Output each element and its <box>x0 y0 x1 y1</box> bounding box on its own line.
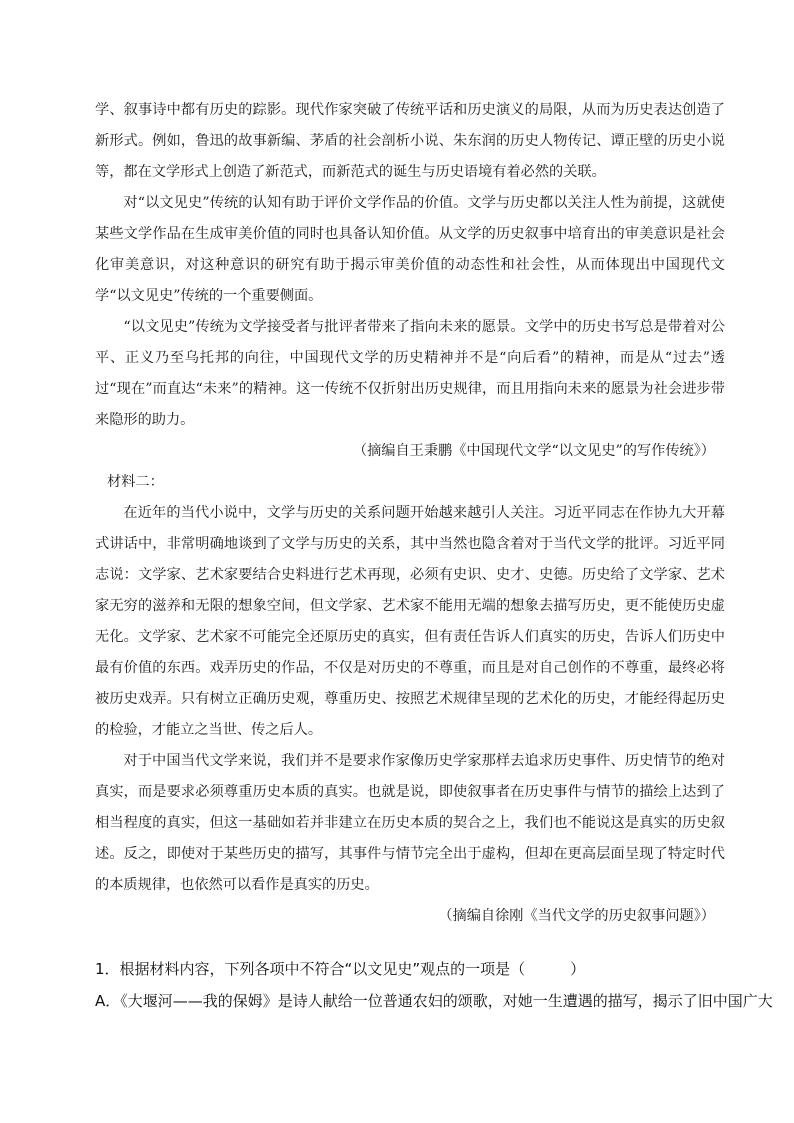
question-section <box>95 953 773 1017</box>
material2-paragraph-2: 对于中国当代文学来说，我们并不是要求作家像历史学家那样去追求历史事件、历史情节的绝对真实，而是要求必须尊重历史本质的真实。也就是说，即使叙事者在历史事件与情节的描绘上达到了相当程度的真实，但这一基础如若并非建立在历史本质的契合之上，我们也不能说这是真实的历史叙述。反之，即使对于某些历史的描写，其事件与情节完全出于虚构，但却在更高层面呈现了特定时代的本质规律，也依然可以看作是真实的历史。 <box>95 753 725 893</box>
material1-paragraph-3: “以文见史”传统为文学接受者与批评者带来了指向未来的愿景。文学中的历史书写总是带着对公平、正义乃至乌托邦的向往，中国现代文学的历史精神并不是“向后看”的精神，而是从“过去”透过“现在”而直达“未来”的精神。这一传统不仅折射出历史规律，而且用指向未来的愿景为社会进步带来隐形的助力。 <box>95 319 725 428</box>
material2-source-citation: （摘编自徐刚《当代文学的历史叙事问题》） <box>438 908 715 924</box>
material2-label: 材料二： <box>107 474 164 490</box>
material1-paragraph-2: 对“以文见史”传统的认知有助于评价文学作品的价值。文学与历史都以关注人性为前提，这就使某些文学作品在生成审美价值的同时也具备认知价值。从文学的历史叙事中培育出的审美意识是社会化审美意识，对这种意识的研究有助于揭示审美价值的动态性和社会性，从而体现出中国现代文学“以文见史”传统的一个重要侧面。 <box>95 195 725 304</box>
material2-paragraph-1: 在近年的当代小说中，文学与历史的关系问题开始越来越引人关注。习近平同志在作协九大开幕式讲话中，非常明确地谈到了文学与历史的关系，其中当然也隐含着对于当代文学的批评。习近平同志说：文学家、艺术家要结合史料进行艺术再现，必须有史识、史才、史德。历史给了文学家、艺术家无穷的滋养和无限的想象空间，但文学家、艺术家不能用无端的想象去描写历史，更不能使历史虚无化。文学家、艺术家不可能完全还原历史的真实，但有责任告诉人们真实的历史，告诉人们历史中最有价值的东西。戏弄历史的作品，不仅是对历史的不尊重，而且是对自己创作的不尊重，最终必将被历史戏弄。只有树立正确历史观，尊重历史、按照艺术规律呈现的艺术化的历史，才能经得起历史的检验，才能立之当世、传之后人。 <box>95 505 725 738</box>
question-1-stem: 1．根据材料内容，下列各项中不符合“以文见史”观点的一项是（ ） <box>95 960 586 978</box>
question-1-option-a: A．《大堰河——我的保姆》是诗人献给一位普通农妇的颂歌，对她一生遭遇的描写，揭示了旧中国广大 <box>95 992 773 1010</box>
material1-paragraph-1: 学、叙事诗中都有历史的踪影。现代作家突破了传统平话和历史演义的局限，从而为历史表达创造了新形式。例如，鲁迅的故事新编、茅盾的社会剖析小说、朱东润的历史人物传记、谭正壁的历史小说等，都在文学形式上创造了新范式，而新范式的诞生与历史语境有着必然的关联。 <box>95 102 725 180</box>
material1-source-citation: （摘编自王秉鹏《中国现代文学“以文见史”的写作传统》） <box>352 443 715 459</box>
passage-body <box>95 95 725 932</box>
